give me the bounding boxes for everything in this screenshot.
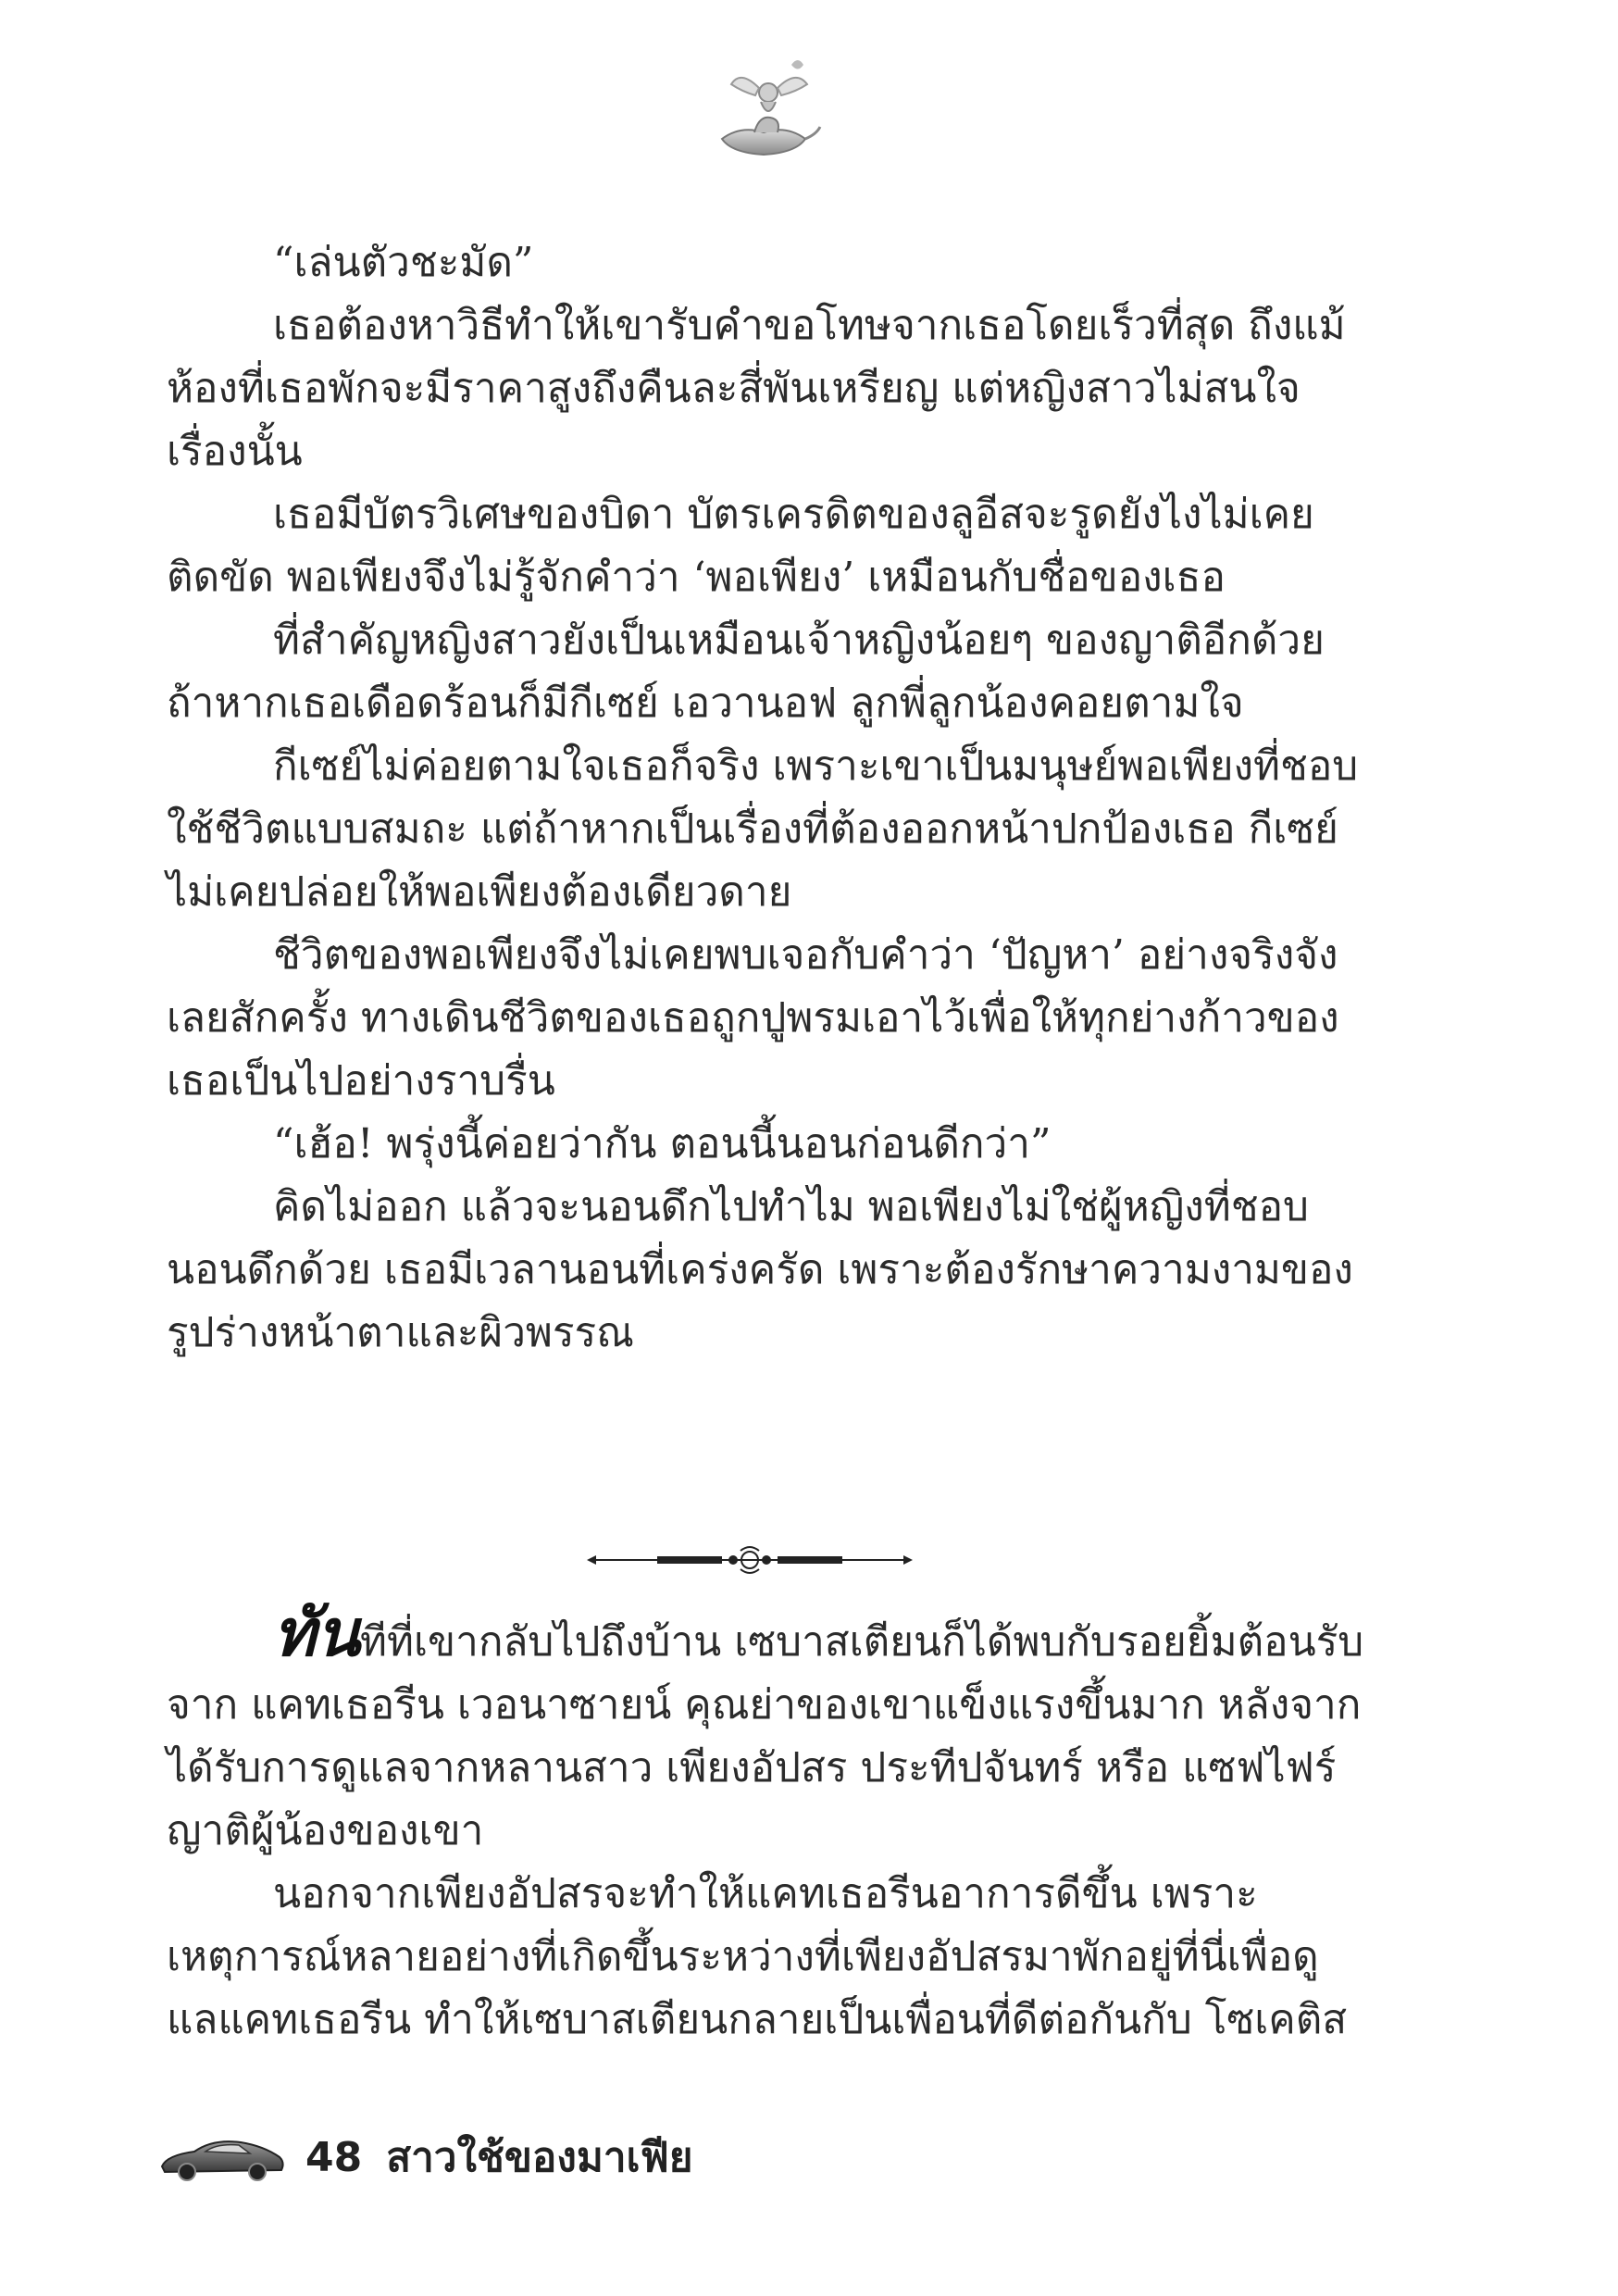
text-line: “เล่นตัวชะมัด” <box>273 239 534 286</box>
text-line: รูปร่างหน้าตาและผิวพรรณ <box>167 1309 634 1356</box>
text-line: ติดขัด พอเพียงจึงไม่รู้จักคำว่า ‘พอเพียง’ เหมือนกับชื่อของเธอ <box>167 554 1226 601</box>
page-number: 48 <box>305 2133 363 2181</box>
book-title: สาวใช้ของมาเฟีย <box>386 2134 693 2181</box>
body-text-top <box>167 231 1453 1365</box>
text-line: ได้รับการดูแลจากหลานสาว เพียงอัปสร ประทีปจันทร์ หรือ แซฟไฟร์ <box>167 1744 1337 1791</box>
text-line: “เฮ้อ! พรุ่งนี้ค่อยว่ากัน ตอนนี้นอนก่อนดีกว่า” <box>273 1120 1052 1167</box>
text-line: นอนดึกด้วย เธอมีเวลานอนที่เคร่งครัด เพราะต้องรักษาความงามของ <box>167 1246 1353 1293</box>
text-line: ไม่เคยปล่อยให้พอเพียงต้องเดียวดาย <box>167 868 792 916</box>
first-line-text: ทีที่เขากลับไปถึงบ้าน เซบาสเตียนก็ได้พบกับรอยยิ้มต้อนรับ <box>360 1618 1364 1666</box>
drop-cap: ทัน <box>273 1595 360 1671</box>
text-line: ที่สำคัญหญิงสาวยังเป็นเหมือนเจ้าหญิงน้อยๆ ของญาติอีกด้วย <box>273 617 1325 664</box>
text-line <box>167 1595 1453 1674</box>
text-line: กีเซย์ไม่ค่อยตามใจเธอก็จริง เพราะเขาเป็นมนุษย์พอเพียงที่ชอบ <box>273 742 1359 790</box>
text-line: เลยสักครั้ง ทางเดินชีวิตของเธอถูกปูพรมเอาไว้เพื่อให้ทุกย่างก้าวของ <box>167 994 1339 1042</box>
text-line: แลแคทเธอรีน ทำให้เซบาสเตียนกลายเป็นเพื่อนที่ดีต่อกันกับ โซเคติส <box>167 1996 1348 2043</box>
text-line: ญาติผู้น้องของเขา <box>167 1807 484 1854</box>
text-line: ห้องที่เธอพักจะมีราคาสูงถึงคืนละสี่พันเหรียญ แต่หญิงสาวไม่สนใจ <box>167 365 1301 412</box>
text-line: เธอเป็นไปอย่างราบรื่น <box>167 1057 555 1104</box>
text-line: เรื่องนั้น <box>167 428 303 475</box>
text-line: คิดไม่ออก แล้วจะนอนดึกไปทำไม พอเพียงไม่ใช่ผู้หญิงที่ชอบ <box>273 1183 1309 1230</box>
text-line: เหตุการณ์หลายอย่างที่เกิดขึ้นระหว่างที่เพียงอัปสรมาพักอยู่ที่นี่เพื่อดู <box>167 1933 1319 1980</box>
text-line: ถ้าหากเธอเดือดร้อนก็มีกีเซย์ เอวานอฟ ลูกพี่ลูกน้องคอยตามใจ <box>167 680 1244 727</box>
sports-car-icon <box>157 2129 287 2185</box>
text-line: ใช้ชีวิตแบบสมถะ แต่ถ้าหากเป็นเรื่องที่ต้องออกหน้าปกป้องเธอ กีเซย์ <box>167 805 1338 853</box>
text-line: ชีวิตของพอเพียงจึงไม่เคยพบเจอกับคำว่า ‘ปัญหา’ อย่างจริงจัง <box>273 931 1338 979</box>
text-line: เธอมีบัตรวิเศษของบิดา บัตรเครดิตของลูอีสจะรูดยังไงไม่เคย <box>273 491 1314 538</box>
text-line: จาก แคทเธอรีน เวอนาซายน์ คุณย่าของเขาแข็งแรงขึ้นมาก หลังจาก <box>167 1681 1362 1728</box>
ornamental-divider <box>583 1541 916 1578</box>
text-line: เธอต้องหาวิธีทำให้เขารับคำขอโทษจากเธอโดยเร็วที่สุด ถึงแม้ <box>273 302 1346 349</box>
text-line: นอกจากเพียงอัปสรจะทำให้แคทเธอรีนอาการดีขึ้น เพราะ <box>273 1870 1258 1917</box>
page-footer <box>157 2120 693 2194</box>
cupid-genie-lamp-icon <box>703 51 824 171</box>
body-text-bottom <box>167 1595 1453 2052</box>
